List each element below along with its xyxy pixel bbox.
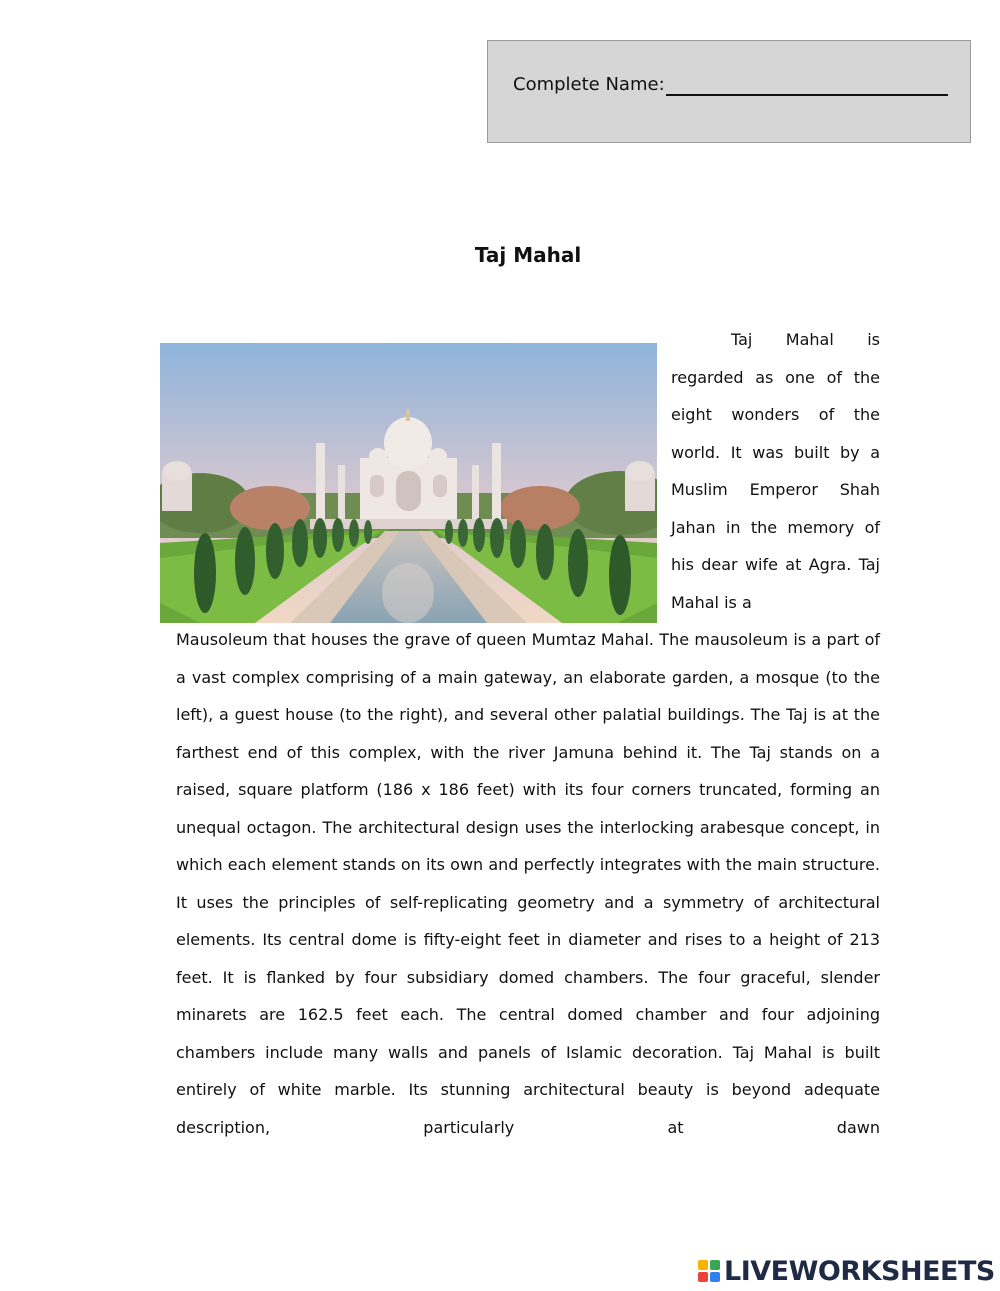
- liveworksheets-logo: [698, 1255, 995, 1287]
- name-box: [487, 40, 971, 143]
- name-line: [666, 94, 948, 96]
- name-label: Complete Name:: [513, 74, 665, 95]
- logo-square-blue: [710, 1272, 720, 1282]
- logo-square-red: [698, 1272, 708, 1282]
- page-title: Taj Mahal: [474, 243, 582, 267]
- logo-square-green: [710, 1260, 720, 1270]
- intro-paragraph: Taj Mahal is regarded as one of the eight wonders of the world. It was built by a Muslim Emperor Shah Jahan in the memory of his dear wife at Agra. Taj Mahal is a: [671, 330, 880, 612]
- body-paragraph: Mausoleum that houses the grave of queen Mumtaz Mahal. The mausoleum is a part of a vast complex comprising of a main gateway, an elaborate garden, a mosque (to the left), a guest house (to the right), and several other palatial buildings. The Taj is at the farthest end of this complex, with the river Jamuna behind it. The Taj stands on a raised, square platform (186 x 186 feet) with its four corners truncated, forming an unequal octagon. The architectural design uses the interlocking arabesque concept, in which each element stands on its own and perfectly integrates with the main structure. It uses the principles of self-replicating geometry and a symmetry of architectural elements. Its central dome is fifty-eight feet in diameter and rises to a height of 213 feet. It is flanked by four subsidiary domed chambers. The four graceful, slender minarets are 162.5 feet each. The central domed chamber and four adjoining chambers include many walls and panels of Islamic decoration. Taj Mahal is built entirely of white marble. Its stunning architectural beauty is beyond adequate description, particularly at dawn: [176, 630, 880, 1137]
- logo-square-yellow: [698, 1260, 708, 1270]
- taj-mahal-photo: [160, 343, 657, 623]
- logo-mark-icon: [698, 1260, 720, 1282]
- logo-text: LIVEWORKSHEETS: [724, 1255, 995, 1287]
